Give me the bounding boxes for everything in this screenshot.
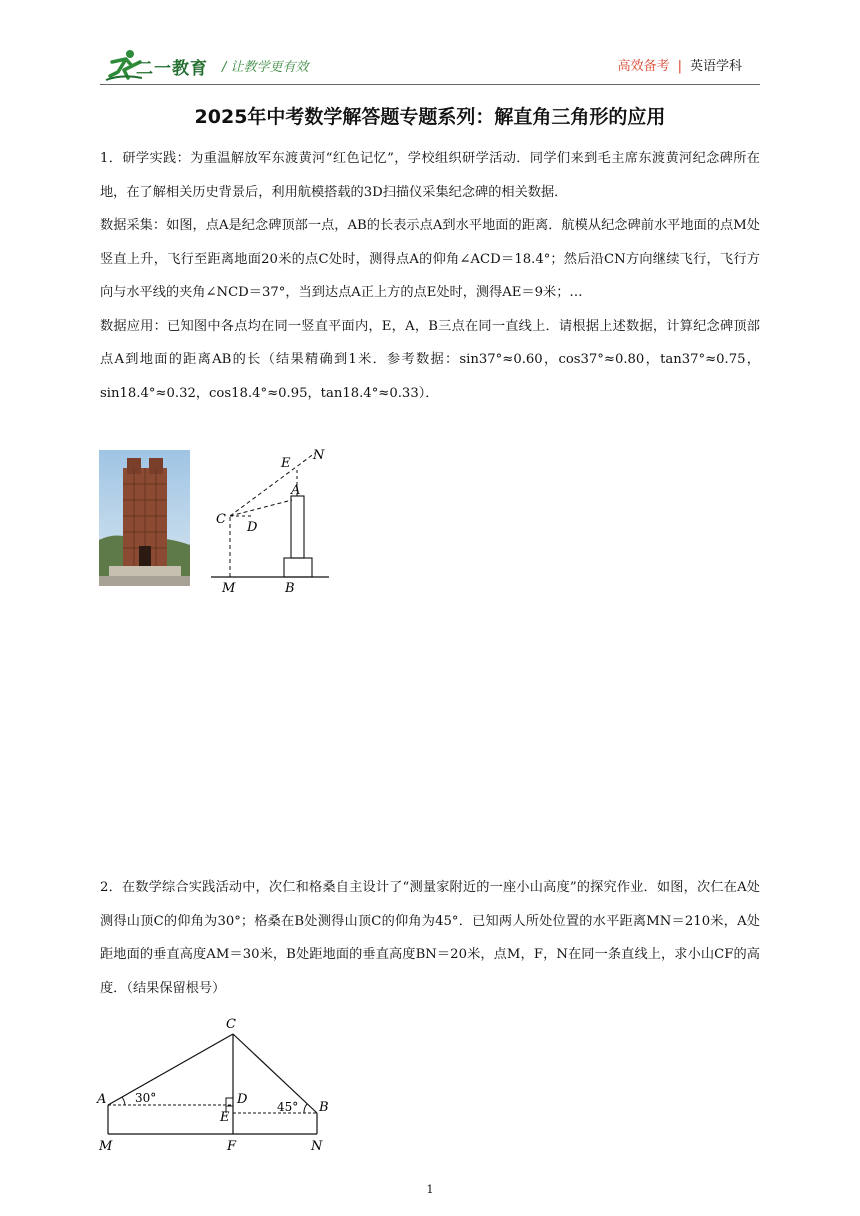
question-2-text <box>100 871 760 1005</box>
header-tag-subject: 英语学科 <box>689 59 742 74</box>
q1-diagram <box>205 446 340 596</box>
q2-diagram <box>95 1010 345 1160</box>
right-angle-d <box>226 1098 233 1105</box>
label-e: E <box>281 456 291 471</box>
page-header <box>100 44 760 84</box>
q1-data-collection: 数据采集：如图，点A是纪念碑顶部一点，AB的长表示点A到水平地面的距离．航模从纪念碑前水平地面的点M处竖直上升，飞行至距离地面20米的点C处时，测得点A的仰角∠ACD＝18.4°；然后沿CN方向继续飞行，飞行方向与水平线的夹角∠NCD＝37°，当到达点A正上方的点E处时，测得AE＝9米；… <box>100 218 760 300</box>
angle-arc-a <box>122 1097 125 1105</box>
label-d: D <box>247 520 258 535</box>
label-b: B <box>319 1100 329 1115</box>
page-title: 2025年中考数学解答题专题系列：解直角三角形的应用 <box>194 106 666 128</box>
q1-data-application: 数据应用：已知图中各点均在同一竖直平面内，E，A，B三点在同一直线上．请根据上述数据，计算纪念碑顶部点A到地面的距离AB的长（结果精确到1米．参考数据：sin37°≈0.60，cos37°≈0.80，tan37°≈0.75，sin18.4°≈0.32，cos18.4°≈0.95，tan18.4°≈0.33）． <box>100 318 760 401</box>
header-separator: | <box>677 59 682 74</box>
line-cn <box>230 453 315 516</box>
monument-shaft <box>291 496 304 558</box>
label-b: B <box>285 581 295 596</box>
label-d: D <box>237 1092 248 1107</box>
question-1-text <box>100 142 760 410</box>
header-right <box>618 55 742 74</box>
label-c: C <box>226 1017 236 1032</box>
label-a: A <box>291 483 301 498</box>
label-n: N <box>311 1139 323 1154</box>
brand-slogan: / 让教学更有效 <box>222 60 309 75</box>
q1-intro: 1．研学实践：为重温解放军东渡黄河“红色记忆”，学校组织研学活动．同学们来到毛主席东渡黄河纪念碑所在地，在了解相关历史背景后，利用航模搭载的3D扫描仪采集纪念碑的相关数据． <box>100 151 760 200</box>
page-number: 1 <box>426 1183 434 1196</box>
label-n: N <box>313 448 325 463</box>
monument-base <box>284 558 312 577</box>
header-tag-exam: 高效备考 <box>617 59 670 74</box>
angle-45-label: 45° <box>277 1100 299 1114</box>
label-e: E <box>220 1110 230 1125</box>
monument-photo <box>99 450 190 586</box>
label-m: M <box>99 1139 113 1154</box>
line-ac <box>108 1034 233 1105</box>
label-c: C <box>216 512 226 527</box>
label-m: M <box>222 581 236 596</box>
angle-30-label: 30° <box>135 1091 157 1105</box>
brand-name: 二一教育 <box>136 59 208 79</box>
line-ca <box>230 500 292 516</box>
angle-arc-b <box>304 1104 307 1113</box>
label-a: A <box>97 1092 107 1107</box>
q2-body: 2．在数学综合实践活动中，次仁和格桑自主设计了“测量家附近的一座小山高度”的探究作业．如图，次仁在A处测得山顶C的仰角为30°；格桑在B处测得山顶C的仰角为45°．已知两人所处位置的水平距离MN＝210米，A处距地面的垂直高度AM＝30米，B处距地面的垂直高度BN＝20米，点M，F，N在同一条直线上，求小山CF的高度．（结果保留根号） <box>100 880 760 996</box>
header-divider <box>100 84 760 85</box>
label-f: F <box>227 1139 237 1154</box>
